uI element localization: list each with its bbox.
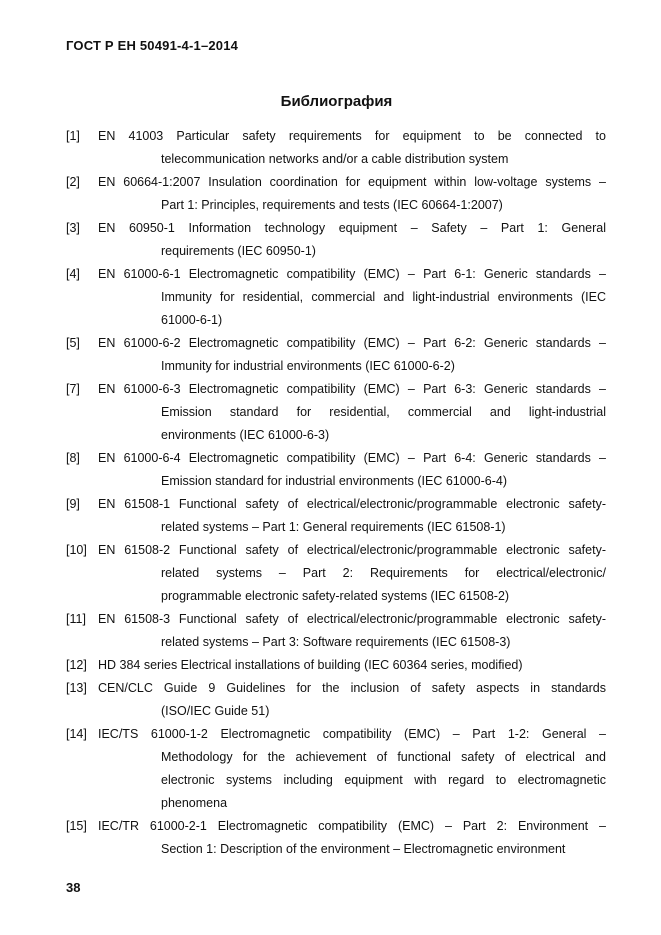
entry-text: IEC/TR 61000-2-1 Electromagnetic compatibility (EMC) – Part 2: Environment – <box>98 819 606 833</box>
bibliography-entry <box>66 217 606 263</box>
entry-text-continuation: Part 1: Principles, requirements and tests (IEC 60664-1:2007) <box>161 198 503 212</box>
entry-text: EN 61000-6-1 Electromagnetic compatibility (EMC) – Part 6-1: Generic standards – <box>98 267 606 281</box>
bibliography-entry <box>66 677 606 723</box>
bibliography-entry <box>66 447 606 493</box>
entry-text-continuation: requirements (IEC 60950-1) <box>161 244 316 258</box>
page-number: 38 <box>66 880 81 895</box>
entry-text-continuation: Section 1: Description of the environment – Electromagnetic environment <box>161 842 566 856</box>
entry-number: [11] <box>66 612 86 626</box>
bibliography-entry <box>66 332 606 378</box>
bibliography-entry <box>66 263 606 332</box>
entry-text-continuation: (ISO/IEC Guide 51) <box>161 704 270 718</box>
entry-text: EN 61000-6-2 Electromagnetic compatibility (EMC) – Part 6-2: Generic standards – <box>98 336 606 350</box>
entry-text: EN 60664-1:2007 Insulation coordination for equipment within low-voltage systems – <box>98 175 606 189</box>
bibliography-entry <box>66 815 606 861</box>
entry-number: [3] <box>66 221 80 235</box>
entry-text: CEN/CLC Guide 9 Guidelines for the inclusion of safety aspects in standards <box>98 681 606 695</box>
entry-text-continuation: Immunity for residential, commercial and light-industrial environments (IEC <box>161 290 606 304</box>
entry-number: [14] <box>66 727 87 741</box>
entry-number: [4] <box>66 267 80 281</box>
entry-text-continuation: phenomena <box>161 796 228 810</box>
entry-text-continuation: environments (IEC 61000-6-3) <box>161 428 330 442</box>
entry-text-continuation: Emission standard for industrial environments (IEC 61000-6-4) <box>161 474 507 488</box>
bibliography-entry <box>66 493 606 539</box>
entry-text: EN 61000-6-4 Electromagnetic compatibility (EMC) – Part 6-4: Generic standards – <box>98 451 606 465</box>
entry-number: [5] <box>66 336 80 350</box>
bibliography-entry <box>66 125 606 171</box>
entry-text: EN 60950-1 Information technology equipment – Safety – Part 1: General <box>98 221 606 235</box>
bibliography-entry <box>66 723 606 815</box>
entry-number: [12] <box>66 658 87 672</box>
entry-number: [13] <box>66 681 87 695</box>
bibliography-entry <box>66 378 606 447</box>
entry-number: [2] <box>66 175 80 189</box>
entry-text-continuation: Methodology for the achievement of functional safety of electrical and <box>161 750 606 764</box>
entry-number: [8] <box>66 451 80 465</box>
entry-number: [9] <box>66 497 80 511</box>
entry-number: [7] <box>66 382 80 396</box>
bibliography-entry <box>66 654 606 677</box>
entry-text-continuation: electronic systems including equipment with regard to electromagnetic <box>161 773 606 787</box>
bibliography-entry <box>66 171 606 217</box>
entry-number: [1] <box>66 129 80 143</box>
entry-number: [10] <box>66 543 87 557</box>
bibliography-list <box>66 125 606 861</box>
entry-text-continuation: telecommunication networks and/or a cable distribution system <box>161 152 509 166</box>
entry-text: HD 384 series Electrical installations of building (IEC 60364 series, modified) <box>98 658 523 672</box>
page-title: Библиография <box>280 93 393 110</box>
bibliography-entry <box>66 539 606 608</box>
entry-text: EN 61508-1 Functional safety of electrical/electronic/programmable electronic safety- <box>98 497 606 511</box>
entry-text: EN 61508-2 Functional safety of electrical/electronic/programmable electronic safety- <box>98 543 606 557</box>
entry-text: IEC/TS 61000-1-2 Electromagnetic compatibility (EMC) – Part 1-2: General – <box>98 727 606 741</box>
entry-text: EN 61000-6-3 Electromagnetic compatibility (EMC) – Part 6-3: Generic standards – <box>98 382 606 396</box>
bibliography-entry <box>66 608 606 654</box>
entry-number: [15] <box>66 819 87 833</box>
document-code-header: ГОСТ Р ЕН 50491-4-1–2014 <box>66 38 239 53</box>
entry-text-continuation: related systems – Part 1: General requirements (IEC 61508-1) <box>161 520 506 534</box>
entry-text-continuation: Immunity for industrial environments (IEC 61000-6-2) <box>161 359 455 373</box>
entry-text-continuation: 61000-6-1) <box>161 313 223 327</box>
entry-text-continuation: programmable electronic safety-related systems (IEC 61508-2) <box>161 589 510 603</box>
entry-text-continuation: related systems – Part 2: Requirements for electrical/electronic/ <box>161 566 606 580</box>
entry-text-continuation: Emission standard for residential, commercial and light-industrial <box>161 405 606 419</box>
entry-text: EN 61508-3 Functional safety of electrical/electronic/programmable electronic safety- <box>98 612 606 626</box>
entry-text-continuation: related systems – Part 3: Software requirements (IEC 61508-3) <box>161 635 511 649</box>
entry-text: EN 41003 Particular safety requirements for equipment to be connected to <box>98 129 606 143</box>
